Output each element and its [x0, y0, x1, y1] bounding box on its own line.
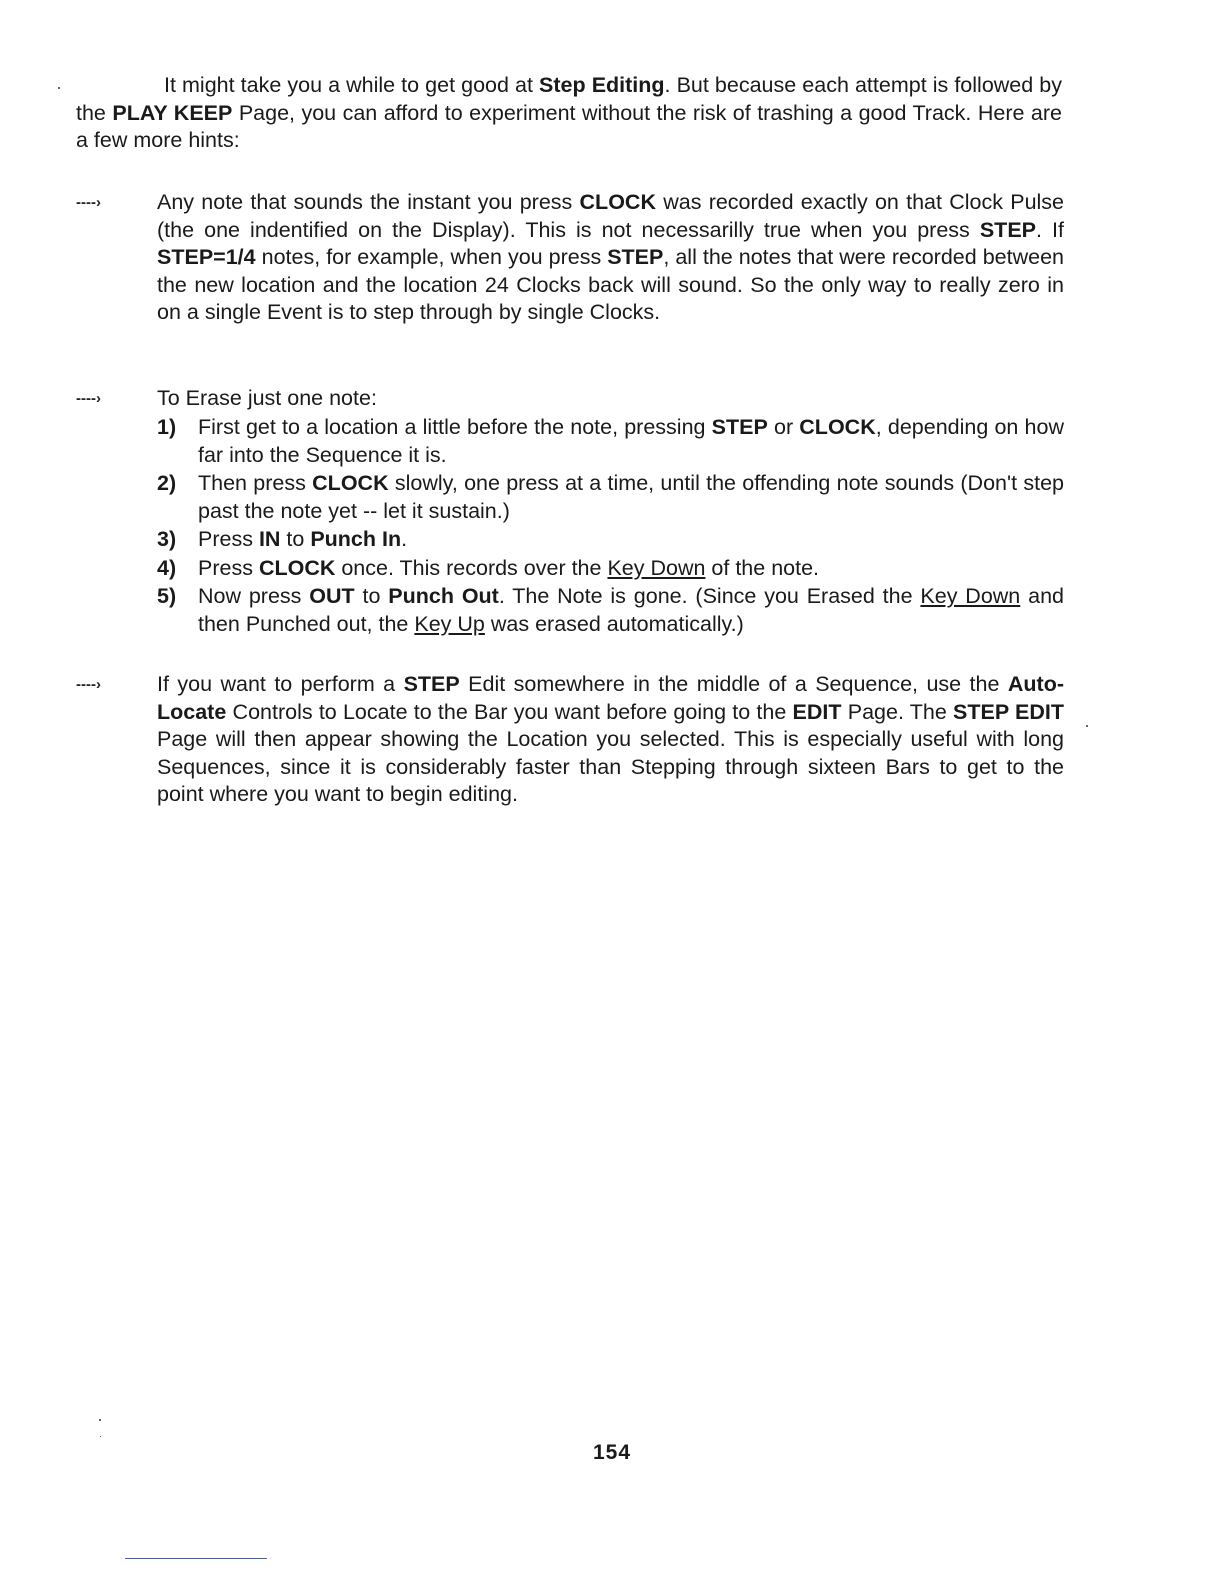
step-text [198, 526, 1064, 554]
step-bold-term: IN [258, 527, 281, 551]
scan-speck [100, 1436, 101, 1437]
hint-text-run: Controls to Locate to the Bar you want before going to the [226, 699, 793, 724]
step-text [198, 583, 1064, 638]
step-text-run: once. This records over the [335, 555, 608, 580]
intro-bold-term: PLAY KEEP [112, 100, 233, 125]
hint-text-run: Page will then appear showing the Location you selected. This is especially useful with long Sequences, since it is considerably faster than Stepping through sixteen Bars to get to the point where you want to begin editing. [157, 727, 1064, 806]
step-text-run: was erased automatically.) [484, 611, 744, 636]
step-underlined-term: Key Down [607, 555, 706, 580]
step-text [198, 414, 1064, 469]
step-bold-term: Punch Out [388, 584, 499, 608]
step-bold-term: Punch In [310, 527, 402, 551]
step-text [198, 555, 1064, 583]
step-text-run: . The Note is gone. (Since you Erased the [498, 584, 921, 608]
step-text-run: and then Punched out, the [198, 584, 1064, 636]
erase-steps-list [157, 414, 1064, 639]
step-number: 1) [157, 415, 177, 439]
step-text-run: Press [198, 555, 259, 580]
step-bold-term: CLOCK [258, 555, 336, 580]
step-bold-term: OUT [309, 584, 355, 608]
page-number: 154 [592, 1441, 632, 1464]
hint-bold-term: STEP=1/4 [157, 245, 256, 269]
step-bold-term: CLOCK [799, 415, 876, 439]
list-item [157, 526, 1064, 554]
intro-text: . But because each attempt is followed by the [76, 73, 1062, 125]
hint-text-run: Edit somewhere in the middle of a Sequence, use the [459, 672, 1008, 696]
hint-bold-term: EDIT [792, 699, 842, 724]
step-number: 4) [157, 555, 177, 580]
hint-text-run: was recorded exactly on that Clock Pulse (the one indentified on the Display). This is not necessarilly true when you press [157, 190, 1065, 242]
scan-speck [1086, 725, 1088, 727]
step-text-run: Now press [198, 584, 310, 608]
hint-bold-term: STEP [403, 672, 460, 696]
hint-bold-term: STEP [607, 245, 664, 269]
hint-text-run: If you want to perform a [157, 672, 404, 696]
step-text-run: Press [198, 527, 259, 551]
step-text-run: or [767, 415, 800, 439]
step-underlined-term: Key Down [920, 584, 1021, 608]
arrow-bullet-icon: ----› [76, 194, 101, 211]
hint-text [157, 189, 1064, 327]
intro-paragraph [76, 72, 1062, 155]
step-text [198, 470, 1064, 525]
hint-text-run: Any note that sounds the instant you press [157, 190, 580, 214]
step-text-run: Then press [198, 471, 313, 495]
hint-text-run: , all the notes that were recorded between the new location and the location 24 Clocks back will sound. So the only way to really zero in on a single Event is to step through by single Clocks. [157, 245, 1064, 324]
step-text-run: First get to a location a little before the note, pressing [198, 415, 712, 439]
step-text-run: to [280, 527, 311, 551]
list-item [157, 583, 1064, 638]
step-text-run: slowly, one press at a time, until the offending note sounds (Don't step past the note yet -- let it sustain.) [198, 471, 1064, 523]
hint-bold-term: CLOCK [579, 190, 656, 214]
list-item [157, 414, 1064, 469]
step-number: 2) [157, 471, 177, 495]
intro-text: Page, you can afford to experiment without the risk of trashing a good Track. Here are a few more hints: [76, 100, 1062, 152]
step-number: 5) [157, 584, 177, 608]
hint-bold-term: Auto-Locate [157, 672, 1064, 724]
hint-text-run: Page. The [841, 699, 954, 724]
hint-text-run: notes, for example, when you press [255, 245, 608, 269]
step-text-run: of the note. [705, 555, 820, 580]
list-item [157, 555, 1064, 583]
arrow-bullet-icon: ----› [76, 676, 101, 693]
step-text-run: , depending on how far into the Sequence it is. [198, 415, 1064, 467]
step-text-run: . [401, 527, 408, 551]
hint-text-run: . If [1036, 217, 1064, 242]
list-item [157, 470, 1064, 525]
hint-bold-term: STEP EDIT [953, 699, 1065, 724]
hint-bold-term: STEP [979, 217, 1036, 242]
arrow-bullet-icon: ----› [76, 390, 101, 407]
step-bold-term: STEP [711, 415, 768, 439]
scan-speck [99, 1419, 101, 1421]
footer-rule [125, 1558, 267, 1559]
step-underlined-term: Key Up [414, 611, 485, 636]
hint-text [157, 671, 1064, 809]
hint-heading: To Erase just one note: [157, 386, 377, 410]
step-number: 3) [157, 527, 177, 551]
step-text-run: to [354, 584, 389, 608]
step-bold-term: CLOCK [312, 471, 389, 495]
scan-speck [58, 87, 60, 89]
intro-text: It might take you a while to get good at [164, 73, 540, 97]
intro-bold-term: Step Editing [539, 73, 665, 97]
